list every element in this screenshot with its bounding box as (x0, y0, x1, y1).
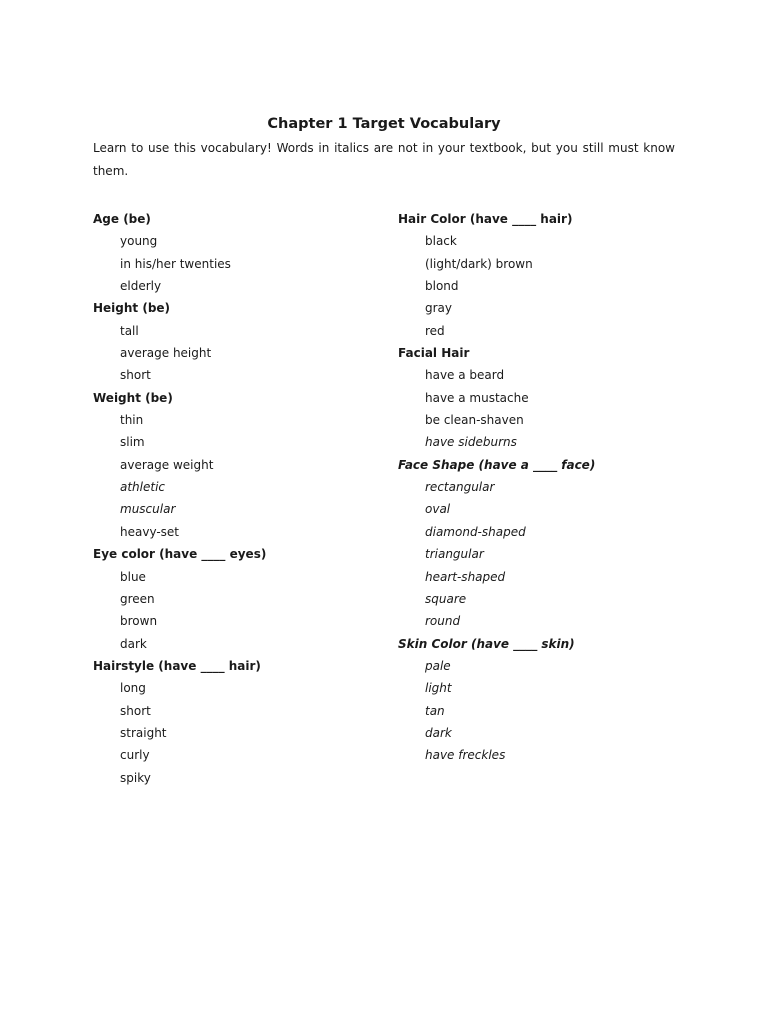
vocabulary-item: spiky (120, 770, 151, 785)
vocabulary-item: blue (120, 569, 146, 584)
vocabulary-item: round (425, 614, 461, 629)
vocabulary-item: heavy-set (120, 524, 180, 539)
vocabulary-item: tall (120, 323, 139, 338)
vocabulary-item: brown (120, 614, 158, 629)
category-heading: Face Shape (have a ____ face) (398, 457, 596, 472)
vocabulary-item: gray (425, 301, 453, 316)
vocabulary-item: pale (425, 658, 451, 673)
vocabulary-item: triangular (425, 547, 484, 562)
vocabulary-item: in his/her twenties (120, 256, 231, 271)
vocabulary-item: blond (425, 279, 459, 294)
vocabulary-item: short (120, 703, 151, 718)
vocabulary-item: square (425, 591, 467, 606)
vocabulary-item: heart-shaped (425, 569, 506, 584)
category-heading: Height (be) (93, 301, 171, 316)
vocabulary-column-left (93, 208, 393, 789)
vocabulary-column-right (398, 208, 698, 767)
vocabulary-item: oval (425, 502, 451, 517)
page-title: Chapter 1 Target Vocabulary (267, 116, 501, 132)
vocabulary-item: long (120, 681, 146, 696)
vocabulary-item: young (120, 234, 158, 249)
vocabulary-item: be clean-shaven (425, 413, 524, 428)
vocabulary-item: have freckles (425, 748, 506, 763)
vocabulary-item: black (425, 234, 457, 249)
vocabulary-item: have sideburns (425, 435, 517, 450)
vocabulary-item: straight (120, 725, 167, 740)
vocabulary-item: dark (120, 636, 147, 651)
category-heading: Eye color (have ____ eyes) (93, 547, 267, 562)
vocabulary-item: curly (120, 748, 150, 763)
category-heading: Weight (be) (93, 390, 173, 405)
vocabulary-item: green (120, 591, 155, 606)
vocabulary-item: have a beard (425, 368, 505, 383)
vocabulary-item: tan (425, 703, 445, 718)
vocabulary-item: light (425, 681, 452, 696)
category-heading: Facial Hair (398, 346, 470, 361)
vocabulary-item: muscular (120, 502, 176, 517)
vocabulary-item: average weight (120, 457, 214, 472)
category-heading: Age (be) (93, 212, 151, 226)
vocabulary-item: rectangular (425, 480, 495, 495)
vocabulary-item: red (425, 323, 445, 338)
category-heading: Hair Color (have ____ hair) (398, 212, 573, 226)
vocabulary-item: average height (120, 346, 212, 361)
vocabulary-item: elderly (120, 279, 162, 294)
category-heading: Skin Color (have ____ skin) (398, 636, 575, 651)
vocabulary-item: thin (120, 413, 144, 428)
vocabulary-item: dark (425, 725, 452, 740)
vocabulary-item: slim (120, 435, 145, 450)
vocabulary-item: diamond-shaped (425, 524, 526, 539)
vocabulary-item: have a mustache (425, 390, 529, 405)
vocabulary-item: (light/dark) brown (425, 256, 533, 271)
vocabulary-item: athletic (120, 480, 166, 495)
vocabulary-item: short (120, 368, 151, 383)
category-heading: Hairstyle (have ____ hair) (93, 658, 261, 673)
intro-paragraph: Learn to use this vocabulary! Words in italics are not in your textbook, but you still must know them. (93, 141, 675, 178)
